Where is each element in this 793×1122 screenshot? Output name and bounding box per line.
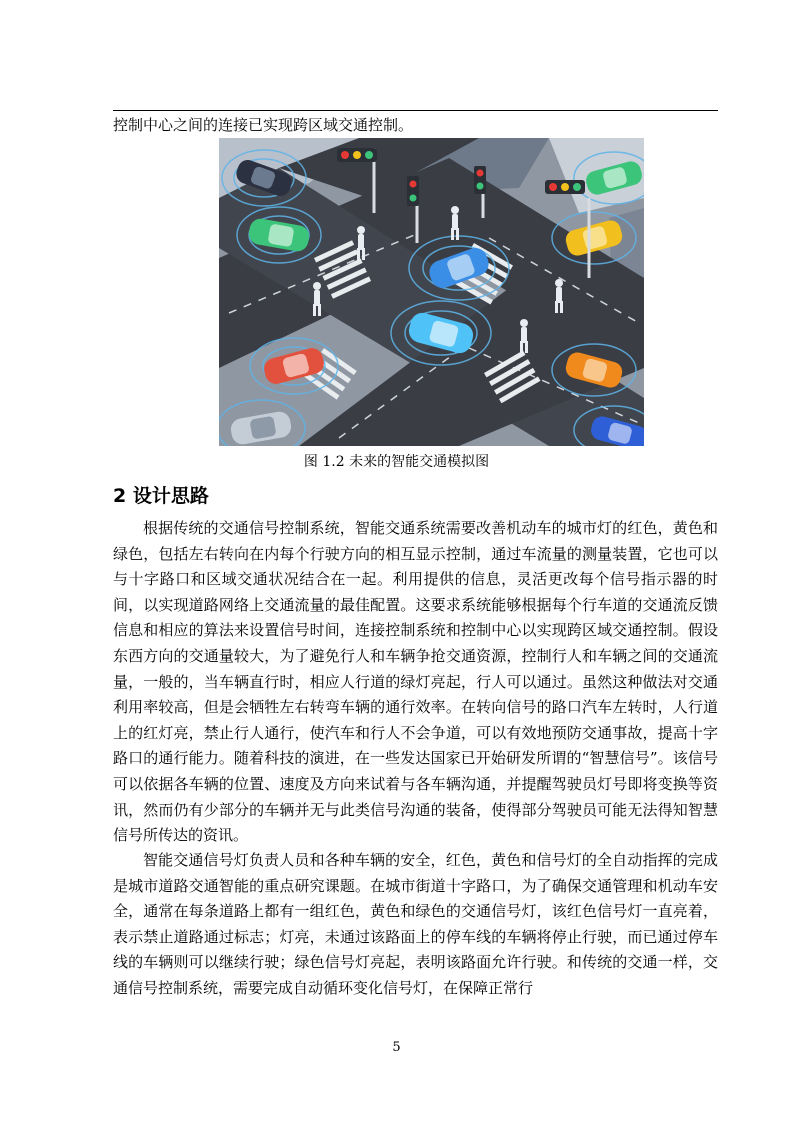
- lead-text: 控制中心之间的连接已实现跨区域交通控制。: [113, 116, 414, 134]
- body-paragraph-1: 根据传统的交通信号控制系统，智能交通系统需要改善机动车的城市灯的红色，黄色和绿色，包括左右转向在内每个行驶方向的相互显示控制，通过车流量的测量装置，它也可以与十字路口和区域交通状况结合在一起。利用提供的信息，灵活更改每个信号指示器的时间，以实现道路网络上交通流量的最佳配置。这要求系统能够根据每个行车道的交通流反馈信息和相应的算法来设置信号时间，连接控制系统和控制中心以实现跨区域交通控制。假设东西方向的交通量较大，为了避免行人和车辆争抢交通资源，控制行人和车辆之间的交通流量，一般的，当车辆直行时，相应人行道的绿灯亮起，行人可以通过。虽然这种做法对交通利用率较高，但是会牺牲左右转弯车辆的通行效率。在转向信号的路口汽车左转时，人行道上的红灯亮，禁止行人通行，使汽车和行人不会争道，可以有效地预防交通事故，提高十字路口的通行能力。随着科技的演进，在一些发达国家已开始研发所谓的“智慧信号”。该信号可以依据各车辆的位置、速度及方向来试着与各车辆沟通，并提醒驾驶员灯号即将变换等资讯，然而仍有少部分的车辆并无与此类信号沟通的装备，使得部分驾驶员可能无法得知智慧信号所传达的资讯。: [113, 519, 718, 845]
- figure-caption: 图 1.2 未来的智能交通模拟图: [303, 454, 490, 470]
- header-rule: [113, 110, 718, 111]
- smart-traffic-illustration: [219, 138, 644, 446]
- section-heading: 2 设计思路: [113, 485, 209, 507]
- page-number: 5: [392, 1040, 401, 1055]
- body-paragraph-2: 智能交通信号灯负责人员和各种车辆的安全，红色，黄色和信号灯的全自动指挥的完成是城市道路交通智能的重点研究课题。在城市街道十字路口，为了确保交通管理和机动车安全，通常在每条道路上都有一组红色，黄色和绿色的交通信号灯，该红色信号灯一直亮着，表示禁止道路通过标志；灯亮，未通过该路面上的停车线的车辆将停止行驶，而已通过停车线的车辆则可以继续行驶；绿色信号灯亮起，表明该路面允许行驶。和传统的交通一样，交通信号控制系统，需要完成自动循环变化信号灯，在保障正常行: [113, 851, 718, 997]
- figure-smart-traffic: [219, 138, 644, 446]
